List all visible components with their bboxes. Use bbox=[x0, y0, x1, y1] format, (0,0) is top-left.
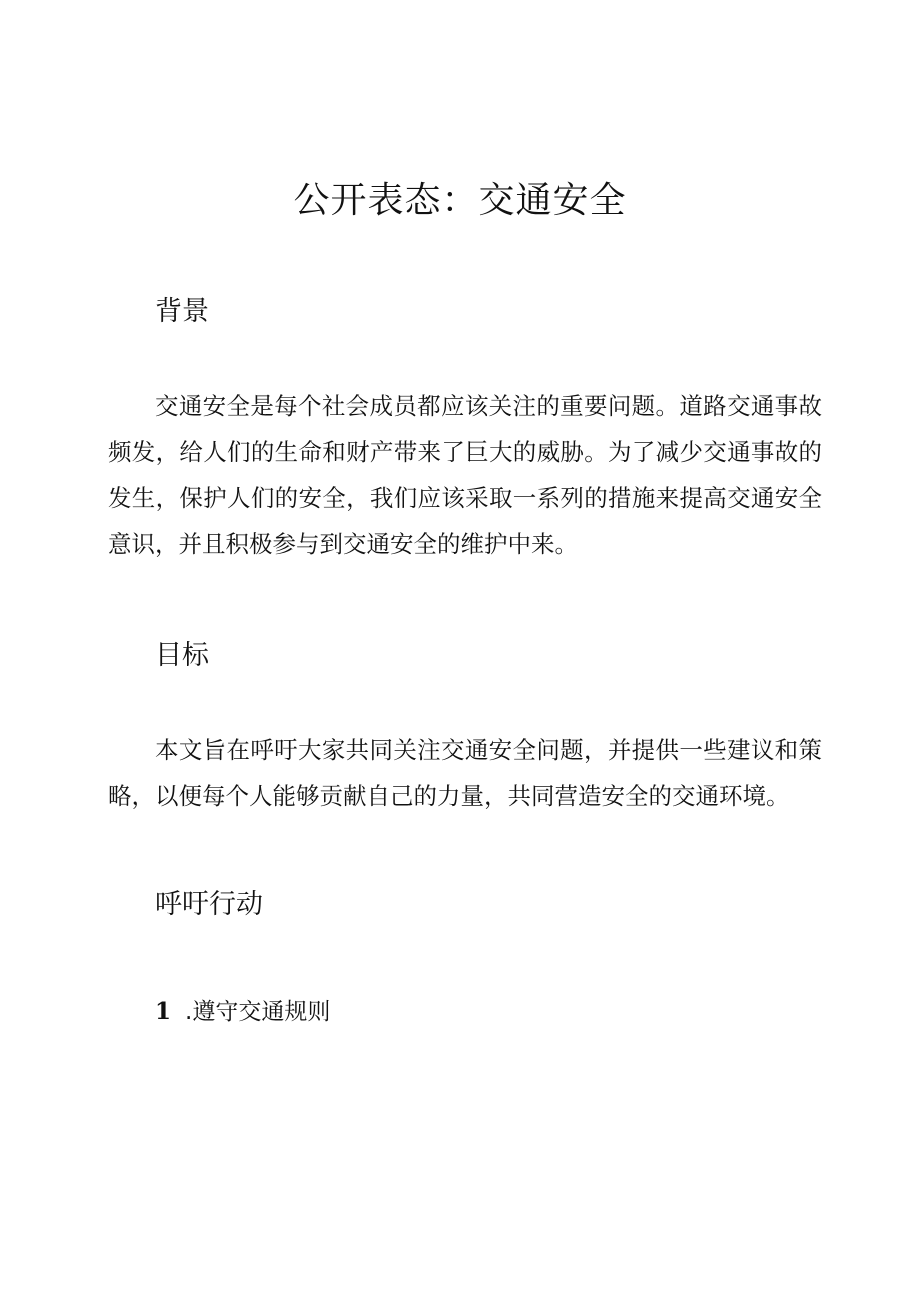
list-item bbox=[155, 995, 330, 1029]
paragraph-goal: 本文旨在呼吁大家共同关注交通安全问题，并提供一些建议和策略，以便每个人能够贡献自己的力量，共同营造安全的交通环境。 bbox=[108, 736, 822, 810]
list-item-text: .遵守交通规则 bbox=[185, 999, 331, 1025]
list-item-number: 1 bbox=[155, 998, 172, 1025]
paragraph-background: 交通安全是每个社会成员都应该关注的重要问题。道路交通事故频发，给人们的生命和财产带来了巨大的威胁。为了减少交通事故的发生，保护人们的安全，我们应该采取一系列的措施来提高交通安全意识，并且积极参与到交通安全的维护中来。 bbox=[108, 392, 822, 558]
section-heading-goal: 目标 bbox=[155, 640, 209, 671]
section-heading-call-to-action: 呼吁行动 bbox=[155, 889, 263, 920]
section-heading-background: 背景 bbox=[155, 296, 209, 327]
document-title: 公开表态：交通安全 bbox=[293, 180, 627, 221]
